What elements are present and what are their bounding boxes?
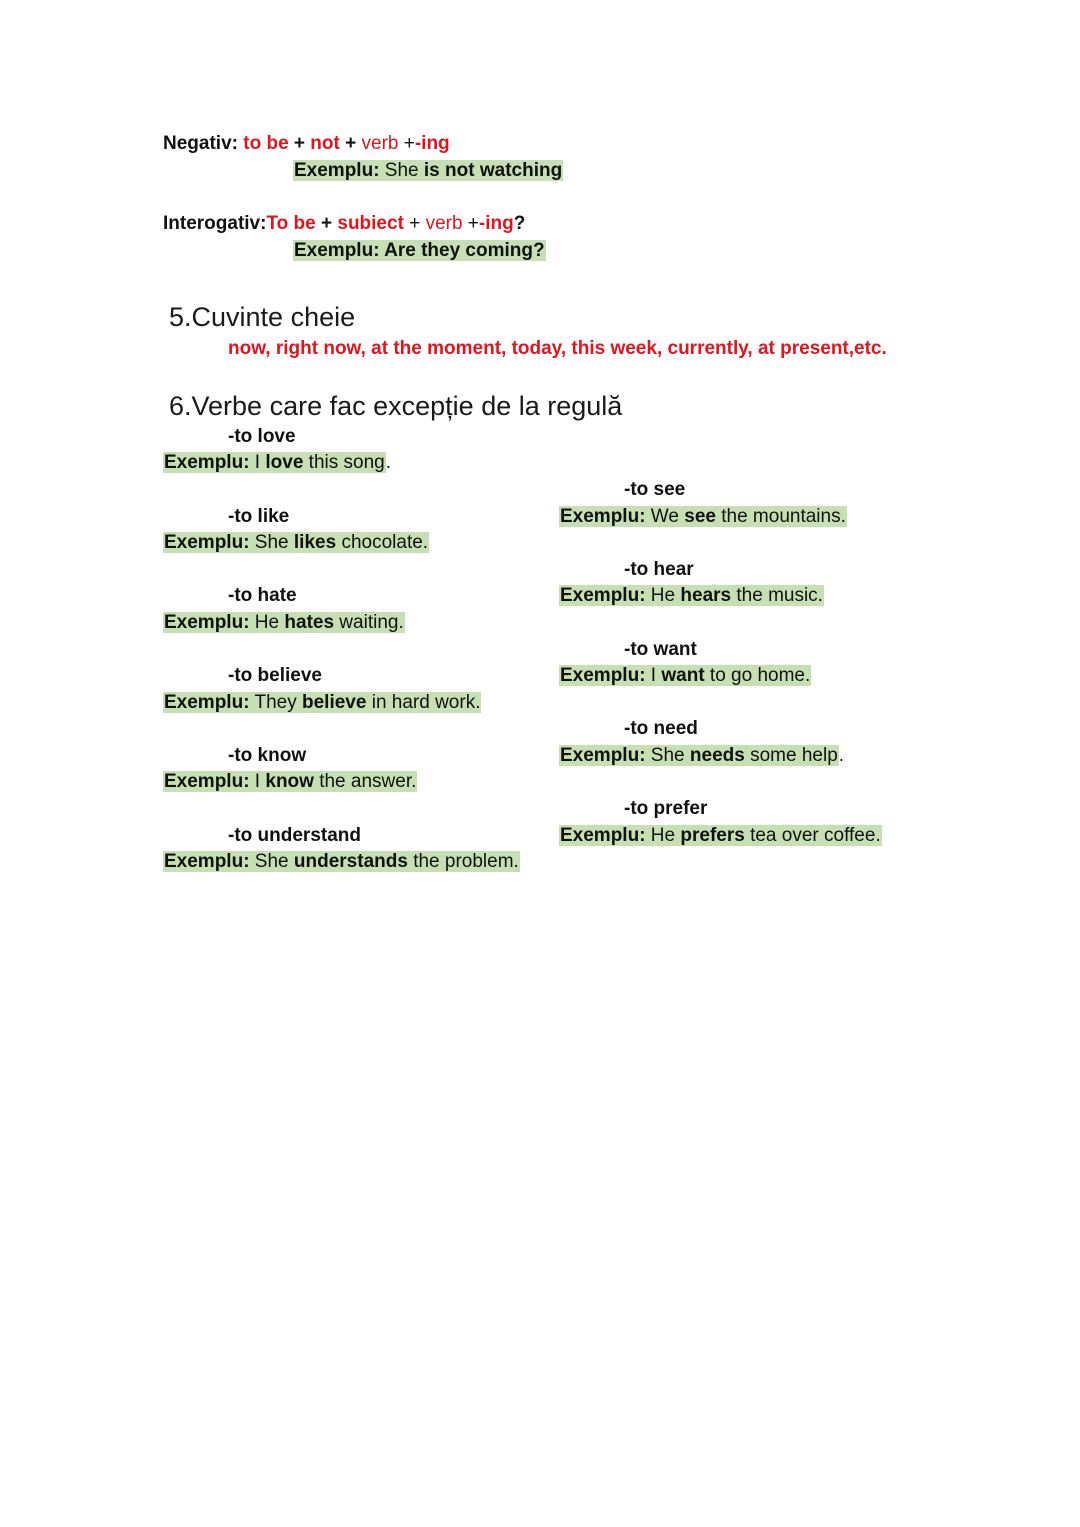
formula-part: verb bbox=[361, 133, 399, 154]
example-text: He bbox=[645, 585, 681, 606]
formula-part: not bbox=[310, 133, 340, 154]
example-label: Exemplu: bbox=[164, 612, 250, 633]
example-text: some help bbox=[744, 745, 838, 766]
example-label: Exemplu: bbox=[294, 240, 380, 261]
verb-label: -to prefer bbox=[624, 798, 708, 819]
verb-label: -to know bbox=[228, 745, 307, 766]
formula-part: -ing bbox=[414, 133, 450, 154]
example-text: I bbox=[249, 771, 266, 792]
formula-part: verb bbox=[425, 213, 463, 234]
keywords-list: now, right now, at the moment, today, this week, currently, at present,etc. bbox=[228, 338, 887, 359]
example-verb: hears bbox=[680, 585, 732, 606]
negativ-formula bbox=[163, 131, 450, 157]
example-text: the music. bbox=[731, 585, 823, 606]
verb-label: -to want bbox=[624, 639, 697, 660]
example-line bbox=[559, 823, 882, 849]
interogativ-formula bbox=[163, 211, 525, 237]
example-line bbox=[163, 610, 405, 636]
example-verb: prefers bbox=[680, 825, 745, 846]
formula-part: ? bbox=[513, 213, 526, 234]
verb-label: -to see bbox=[624, 479, 686, 500]
example-label: Exemplu: bbox=[560, 825, 646, 846]
example-text: I bbox=[645, 665, 662, 686]
example-text: tea over coffee. bbox=[744, 825, 881, 846]
example-text: She bbox=[249, 851, 294, 872]
formula-part: + bbox=[339, 133, 362, 154]
example-verb: love bbox=[265, 452, 304, 473]
example-label: Exemplu: bbox=[164, 851, 250, 872]
example-text: the answer. bbox=[313, 771, 417, 792]
example-text: She bbox=[379, 160, 424, 181]
verb-label: -to hate bbox=[228, 585, 297, 606]
example-line bbox=[559, 743, 844, 769]
example-label: Exemplu: bbox=[164, 532, 250, 553]
formula-part: + bbox=[462, 213, 479, 234]
example-text: He bbox=[249, 612, 285, 633]
verb-label: -to hear bbox=[624, 559, 694, 580]
example-line bbox=[163, 530, 429, 556]
example-line bbox=[163, 769, 417, 795]
example-text: to go home. bbox=[704, 665, 811, 686]
example-label: Exemplu: bbox=[560, 506, 646, 527]
verb-label: -to believe bbox=[228, 665, 322, 686]
example-line bbox=[163, 690, 481, 716]
example-verb: is not watching bbox=[423, 160, 563, 181]
example-line bbox=[559, 504, 847, 530]
example-text: We bbox=[645, 506, 685, 527]
example-verb: needs bbox=[689, 745, 745, 766]
example-text: the problem. bbox=[407, 851, 519, 872]
example-line bbox=[559, 663, 811, 689]
example-label: Exemplu: bbox=[164, 771, 250, 792]
example-punct: . bbox=[838, 745, 845, 766]
example-text: in hard work. bbox=[366, 692, 481, 713]
example-text: chocolate. bbox=[336, 532, 429, 553]
example-verb: likes bbox=[293, 532, 337, 553]
example-label: Exemplu: bbox=[560, 585, 646, 606]
interogativ-label: Interogativ: bbox=[163, 213, 267, 234]
negativ-example bbox=[293, 158, 563, 184]
section-6-heading: 6.Verbe care fac excepție de la regulă bbox=[169, 391, 623, 421]
verb-label: -to love bbox=[228, 426, 296, 447]
formula-part: -ing bbox=[478, 213, 514, 234]
negativ-label: Negativ: bbox=[163, 133, 238, 154]
formula-part: subiect bbox=[337, 213, 404, 234]
example-verb: believe bbox=[302, 692, 367, 713]
example-label: Exemplu: bbox=[560, 745, 646, 766]
example-verb: know bbox=[265, 771, 314, 792]
formula-part: to be bbox=[237, 133, 289, 154]
example-label: Exemplu: bbox=[164, 452, 250, 473]
formula-part: + bbox=[315, 213, 338, 234]
example-verb: see bbox=[684, 506, 716, 527]
verb-label: -to like bbox=[228, 506, 290, 527]
example-verb: hates bbox=[284, 612, 335, 633]
verb-label: -to understand bbox=[228, 825, 361, 846]
example-text: She bbox=[249, 532, 294, 553]
example-line bbox=[559, 583, 824, 609]
verb-label: -to need bbox=[624, 718, 698, 739]
example-verb: understands bbox=[293, 851, 408, 872]
example-text: I bbox=[249, 452, 266, 473]
example-line bbox=[163, 849, 520, 875]
example-verb: Are they coming? bbox=[379, 240, 545, 261]
example-text: this song bbox=[303, 452, 385, 473]
formula-part: To be bbox=[266, 213, 316, 234]
example-label: Exemplu: bbox=[294, 160, 380, 181]
example-punct: . bbox=[385, 452, 392, 473]
example-text: She bbox=[645, 745, 690, 766]
formula-part: + bbox=[403, 213, 426, 234]
example-text: They bbox=[249, 692, 302, 713]
interogativ-example bbox=[293, 238, 546, 264]
example-text: waiting. bbox=[334, 612, 404, 633]
example-label: Exemplu: bbox=[560, 665, 646, 686]
example-line bbox=[163, 450, 391, 476]
formula-part: + bbox=[398, 133, 415, 154]
example-verb: want bbox=[661, 665, 705, 686]
example-text: He bbox=[645, 825, 681, 846]
section-5-heading: 5.Cuvinte cheie bbox=[169, 302, 356, 332]
example-text: the mountains. bbox=[715, 506, 846, 527]
example-label: Exemplu: bbox=[164, 692, 250, 713]
formula-part: + bbox=[288, 133, 311, 154]
